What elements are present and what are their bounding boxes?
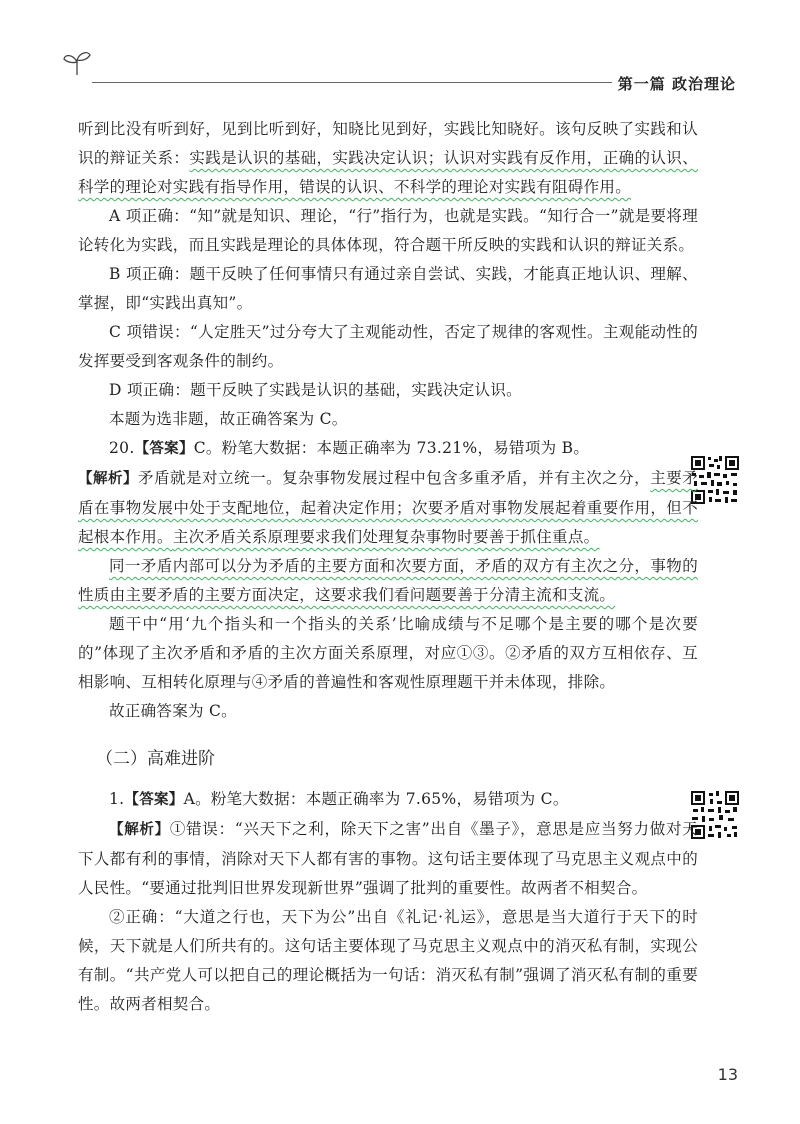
page-content xyxy=(78,115,698,1019)
option-d-explanation: D 项正确：题干反映了实践是认识的基础，实践决定认识。 xyxy=(109,381,522,399)
q20-conclusion: 故正确答案为 C。 xyxy=(109,702,237,720)
q20-answer: 20.【答案】C。粉笔大数据：本题正确率为 73.21%，易错项为 B。 xyxy=(109,439,590,457)
q19-conclusion: 本题为选非题，故正确答案为 C。 xyxy=(109,410,348,428)
analysis-tag: 【解析】 xyxy=(109,822,170,838)
highlighted-text: 主要矛盾在事物发展中处于支配地位，起着决定作用；次要矛盾对事物发展起着重要作用，但不起根本作用。 xyxy=(78,469,698,546)
highlighted-text: 主次矛盾关系原理要求我们处理复杂事物时要善于抓住重点。 xyxy=(172,528,600,546)
answer-tag: 【答案】 xyxy=(134,441,194,457)
analysis-tag: 【解析】 xyxy=(78,471,139,487)
q1-analysis: 【解析】①错误：“兴天下之利，除天下之害”出自《墨子》，意思是应当努力做对天下人都有利的事情，消除对天下人都有害的事物。这句话主要体现了马克思主义观点中的人民性。“要通过批判旧世界发现新世界”强调了批判的重要性。故两者不相契合。 xyxy=(78,820,698,897)
section-title: 第一篇 政治理论 xyxy=(617,75,736,93)
page-number: 13 xyxy=(717,1065,738,1084)
highlighted-text: 实践是认识的基础，实践决定认识；认识对实践有反作用，正确的认识、科学的理论对实践有指导作用，错误的认识、不科学的理论对实践有阻碍作用。 xyxy=(78,149,698,196)
question-number: 1. xyxy=(109,790,125,808)
page-header xyxy=(0,0,800,100)
q1-paragraph-2: ②正确：“大道之行也，天下为公”出自《礼记·礼运》，意思是当大道行于天下的时候，天下就是人们所共有的。这句话主要体现了马克思主义观点中的消灭私有制，实现公有制。“共产党人可以把自己的理论概括为一句话：消灭私有制”强调了消灭私有制的重要性。故两者相契合。 xyxy=(78,908,698,1013)
question-number: 20. xyxy=(109,439,135,457)
option-a-explanation: A 项正确：“知”就是知识、理论，“行”指行为，也就是实践。“知行合一”就是要将理论转化为实践，而且实践是理论的具体体现，符合题干所反映的实践和认识的辩证关系。 xyxy=(78,207,698,254)
section-heading: （二）高难进阶 xyxy=(96,749,215,769)
q19-intro: 听到比没有听到好，见到比听到好，知晓比见到好，实践比知晓好。该句反映了实践和认识的辩证关系：实践是认识的基础，实践决定认识；认识对实践有反作用，正确的认识、科学的理论对实践有指导作用，错误的认识、不科学的理论对实践有阻碍作用。 xyxy=(78,120,698,196)
q20-paragraph-2 xyxy=(78,552,698,610)
header-divider xyxy=(92,82,612,83)
sprout-icon xyxy=(62,50,92,76)
q20-paragraph-3: 题干中“用‘九个指头和一个指头的关系’比喻成绩与不足哪个是主要的哪个是次要的”体现了主次矛盾和矛盾的主次方面关系原理，对应①③。②矛盾的双方互相依存、互相影响、互相转化原理与④矛盾的普遍性和客观性原理题干并未体现，排除。 xyxy=(78,615,698,691)
highlighted-text: 同一矛盾内部可以分为矛盾的主要方面和次要方面，矛盾的双方有主次之分，事物的性质由主要矛盾的主要方面决定，这要求我们看问题要善于分清主流和支流。 xyxy=(78,557,698,604)
q20-analysis: 【解析】矛盾就是对立统一。复杂事物发展过程中包含多重矛盾，并有主次之分，主要矛盾在事物发展中处于支配地位，起着决定作用；次要矛盾对事物发展起着重要作用，但不起根本作用。主次矛盾关系原理要求我们处理复杂事物时要善于抓住重点。 xyxy=(78,469,698,546)
answer-tag: 【答案】 xyxy=(124,792,184,808)
q1-answer: 1.【答案】A。粉笔大数据：本题正确率为 7.65%，易错项为 C。 xyxy=(109,790,569,808)
option-c-explanation: C 项错误：“人定胜天”过分夸大了主观能动性，否定了规律的客观性。主观能动性的发挥要受到客观条件的制约。 xyxy=(78,323,698,370)
option-b-explanation: B 项正确：题干反映了任何事情只有通过亲自尝试、实践，才能真正地认识、理解、掌握，即“实践出真知”。 xyxy=(78,265,698,312)
